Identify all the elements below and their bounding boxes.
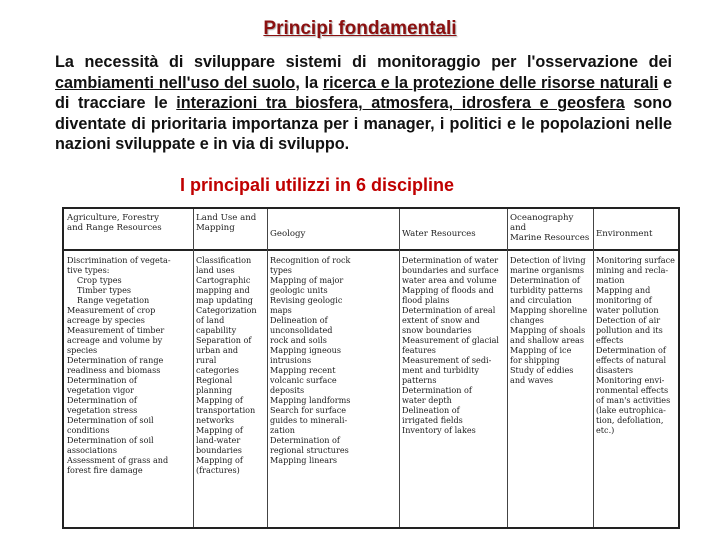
table-cell-line: species xyxy=(67,345,98,355)
table-cell-line: Determination of xyxy=(67,395,137,405)
table-cell-line: intrusions xyxy=(270,355,312,365)
table-cell-line: Classification xyxy=(196,255,252,265)
column-header: Water Resources xyxy=(402,229,476,239)
table-cell-line: Determination of xyxy=(270,435,340,445)
table-cell-line: Cartographic xyxy=(196,275,251,285)
table-cell-line: tion, defoliation, xyxy=(596,415,664,425)
table-cell-line: for shipping xyxy=(510,355,560,365)
table-header-row xyxy=(64,209,678,251)
table-cell-line: Determination of areal xyxy=(402,305,496,315)
table-cell-line: acreage by species xyxy=(67,315,145,325)
underlined-phrase: interazioni tra biosfera, atmosfera, idrosfera e geosfera xyxy=(176,94,625,113)
table-cell-line: Delineation of xyxy=(270,315,328,325)
table-cell-line: Search for surface xyxy=(270,405,347,415)
table-cell-line: effects xyxy=(596,335,624,345)
table-cell-line: deposits xyxy=(270,385,305,395)
table-column xyxy=(507,251,593,527)
table-column xyxy=(399,251,507,527)
table-cell-line: associations xyxy=(67,445,118,455)
intro-paragraph xyxy=(55,52,672,155)
column-header: Environment xyxy=(596,229,653,239)
table-cell-line: Determination of soil xyxy=(67,435,154,445)
table-cell-line: turbidity patterns xyxy=(510,285,583,295)
table-cell-line: ronmental effects xyxy=(596,385,669,395)
underlined-phrase: cambiamenti nell'uso del suolo xyxy=(55,73,296,92)
table-cell-line: Measurement of glacial xyxy=(402,335,500,345)
table-cell-line: Mapping of shoals xyxy=(510,325,586,335)
table-cell-line: acreage and volume by xyxy=(67,335,163,345)
table-cell-line: Recognition of rock xyxy=(270,255,351,265)
table-cell-line: monitoring of xyxy=(596,295,652,305)
table-cell-line: water pollution xyxy=(596,305,659,315)
table-cell-line: ment and turbidity xyxy=(402,365,479,375)
table-cell-line: geologic units xyxy=(270,285,328,295)
table-cell-line: (fractures) xyxy=(196,465,240,475)
column-divider xyxy=(193,209,194,527)
table-cell-line: Mapping linears xyxy=(270,455,338,465)
column-header: Land Use and Mapping xyxy=(196,213,257,233)
column-divider xyxy=(593,209,594,527)
table-cell-line: map updating xyxy=(196,295,253,305)
column-header: Oceanography and Marine Resources xyxy=(510,213,590,243)
table-cell-line: mining and recla- xyxy=(596,265,669,275)
table-cell-line: Determination of range xyxy=(67,355,164,365)
table-cell-line: unconsolidated xyxy=(270,325,333,335)
table-cell-line: land uses xyxy=(196,265,235,275)
column-divider xyxy=(507,209,508,527)
table-cell-line: features xyxy=(402,345,436,355)
table-cell-line: snow boundaries xyxy=(402,325,472,335)
table-cell-line: Mapping of xyxy=(196,455,243,465)
table-cell-line: of land xyxy=(196,315,225,325)
table-cell-line: Timber types xyxy=(77,285,132,295)
table-cell-line: Discrimination of vegeta- xyxy=(67,255,171,265)
table-cell-line: Assessment of grass and xyxy=(67,455,169,465)
table-cell-line: Determination of water xyxy=(402,255,499,265)
paragraph-text: sono diventate di prioritaria importanza per i manager, i politici e le popolazioni nelle nazioni sviluppate e in via di sviluppo. xyxy=(55,94,672,154)
table-body xyxy=(64,251,678,527)
table-cell-line: changes xyxy=(510,315,544,325)
table-cell-line: pollution and its xyxy=(596,325,663,335)
table-cell-line: Inventory of lakes xyxy=(402,425,476,435)
table-cell-line: Regional xyxy=(196,375,233,385)
table-cell-line: Range vegetation xyxy=(77,295,150,305)
page-title: Principi fondamentali xyxy=(263,18,457,39)
table-cell-line: forest fire damage xyxy=(67,465,143,475)
paragraph-text: e di tracciare le xyxy=(55,73,672,113)
table-cell-line: rock and soils xyxy=(270,335,327,345)
table-cell-line: guides to minerali- xyxy=(270,415,348,425)
table-cell-line: conditions xyxy=(67,425,110,435)
table-cell-line: Measurement of crop xyxy=(67,305,156,315)
table-column xyxy=(593,251,678,527)
table-cell-line: vegetation vigor xyxy=(67,385,134,395)
column-header: Geology xyxy=(270,229,306,239)
underlined-phrase: ricerca e la protezione delle risorse naturali xyxy=(322,73,659,92)
table-cell-line: maps xyxy=(270,305,292,315)
table-cell-line: mapping and xyxy=(196,285,250,295)
table-cell-line: planning xyxy=(196,385,233,395)
table-cell-line: Determination of xyxy=(402,385,472,395)
table-cell-line: urban and xyxy=(196,345,239,355)
table-cell-line: disasters xyxy=(596,365,633,375)
table-cell-line: Detection of living xyxy=(510,255,586,265)
table-cell-line: rural xyxy=(196,355,217,365)
table-cell-line: Categorization xyxy=(196,305,257,315)
table-cell-line: readiness and biomass xyxy=(67,365,161,375)
column-divider xyxy=(267,209,268,527)
table-column xyxy=(193,251,267,527)
table-cell-line: extent of snow and xyxy=(402,315,480,325)
table-cell-line: Detection of air xyxy=(596,315,661,325)
table-cell-line: volcanic surface xyxy=(270,375,337,385)
table-cell-line: Mapping of major xyxy=(270,275,344,285)
table-cell-line: Measurement of sedi- xyxy=(402,355,492,365)
table-cell-line: Delineation of xyxy=(402,405,460,415)
table-cell-line: Mapping of floods and xyxy=(402,285,494,295)
table-cell-line: etc.) xyxy=(596,425,615,435)
table-cell-line: patterns xyxy=(402,375,437,385)
table-cell-line: Crop types xyxy=(77,275,122,285)
table-cell-line: and waves xyxy=(510,375,554,385)
table-cell-line: Mapping igneous xyxy=(270,345,342,355)
table-cell-line: networks xyxy=(196,415,234,425)
table-cell-line: boundaries xyxy=(196,445,242,455)
column-divider xyxy=(399,209,400,527)
table-cell-line: land-water xyxy=(196,435,241,445)
table-cell-line: Determination of xyxy=(510,275,580,285)
table-cell-line: types xyxy=(270,265,292,275)
table-cell-line: Determination of xyxy=(67,375,137,385)
table-cell-line: of man's activities xyxy=(596,395,671,405)
table-cell-line: boundaries and surface xyxy=(402,265,499,275)
table-cell-line: flood plains xyxy=(402,295,450,305)
table-cell-line: water area and volume xyxy=(402,275,497,285)
table-cell-line: Mapping of xyxy=(196,425,243,435)
table-cell-line: Measurement of timber xyxy=(67,325,165,335)
table-cell-line: Revising geologic xyxy=(270,295,343,305)
section-subtitle: I principali utilizzi in 6 discipline xyxy=(180,175,455,195)
column-header: Agriculture, Forestry and Range Resources xyxy=(67,213,162,233)
table-cell-line: capability xyxy=(196,325,237,335)
table-cell-line: and shallow areas xyxy=(510,335,584,345)
table-cell-line: Determination of xyxy=(596,345,666,355)
table-cell-line: regional structures xyxy=(270,445,349,455)
table-cell-line: and circulation xyxy=(510,295,572,305)
table-cell-line: Determination of soil xyxy=(67,415,154,425)
table-cell-line: Mapping and xyxy=(596,285,651,295)
table-column xyxy=(64,251,193,527)
table-column xyxy=(267,251,399,527)
table-cell-line: Separation of xyxy=(196,335,252,345)
table-cell-line: Mapping of xyxy=(196,395,243,405)
table-cell-line: zation xyxy=(270,425,296,435)
disciplines-table-image xyxy=(62,207,680,529)
table-cell-line: vegetation stress xyxy=(67,405,138,415)
table-cell-line: Mapping of ice xyxy=(510,345,572,355)
table-cell-line: water depth xyxy=(402,395,452,405)
table-cell-line: tive types: xyxy=(67,265,110,275)
table-cell-line: Monitoring surface xyxy=(596,255,675,265)
paragraph-text: , la xyxy=(295,73,323,92)
table-cell-line: irrigated fields xyxy=(402,415,463,425)
table-cell-line: transportation xyxy=(196,405,256,415)
table-cell-line: Mapping recent xyxy=(270,365,336,375)
table-cell-line: mation xyxy=(596,275,625,285)
paragraph-text: La necessità di sviluppare sistemi di monitoraggio per l'osservazione dei xyxy=(55,53,672,71)
table-cell-line: Mapping landforms xyxy=(270,395,351,405)
table-cell-line: marine organisms xyxy=(510,265,585,275)
table-cell-line: (lake eutrophica- xyxy=(596,405,666,415)
table-cell-line: Study of eddies xyxy=(510,365,574,375)
table-cell-line: categories xyxy=(196,365,239,375)
table-cell-line: effects of natural xyxy=(596,355,667,365)
table-cell-line: Monitoring envi- xyxy=(596,375,665,385)
table-cell-line: Mapping shoreline xyxy=(510,305,588,315)
